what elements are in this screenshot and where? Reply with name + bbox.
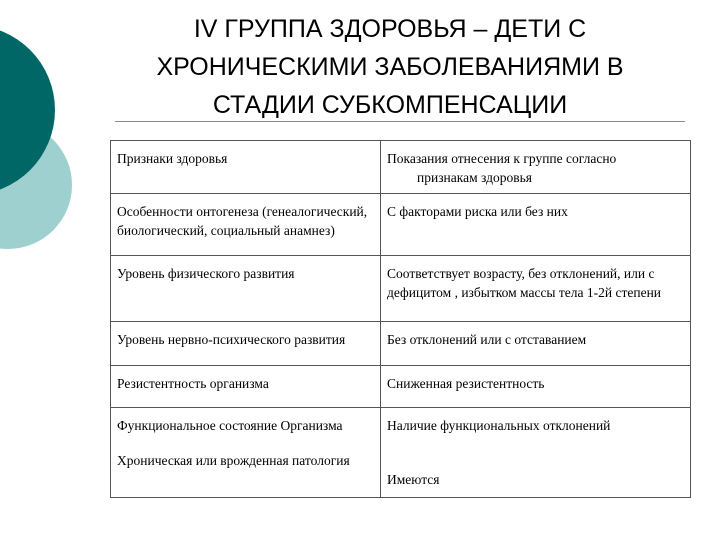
- title-line-3: СТАДИИ СУБКОМПЕНСАЦИИ: [212, 91, 568, 119]
- sign-cell: Особенности онтогенеза (генеалогический, биологический, социальный анамнез): [111, 194, 381, 256]
- sign-cell: Уровень нервно-психического развития: [111, 322, 381, 366]
- sign-cell-combined: [111, 408, 381, 498]
- health-criteria-table: [110, 140, 691, 498]
- value-cell: Соответствует возрасту, без отклонений, или с дефицитом , избытком массы тела 1-2й степени: [381, 256, 691, 322]
- title-divider: [115, 121, 685, 122]
- table-row: [111, 408, 691, 498]
- value-cell: Сниженная резистентность: [381, 366, 691, 408]
- table-row: [111, 194, 691, 256]
- value-cell: С факторами риска или без них: [381, 194, 691, 256]
- header-indications-line-1: Показания отнесения к группе согласно: [387, 151, 617, 166]
- header-indications-line-2: признакам здоровья: [417, 170, 532, 185]
- sign-functional-state: Функциональное состояние Организма: [117, 418, 343, 433]
- table-row: [111, 366, 691, 408]
- sign-cell: Уровень физического развития: [111, 256, 381, 322]
- table-row: [111, 256, 691, 322]
- header-cell-signs: Признаки здоровья: [111, 141, 381, 194]
- value-functional-state: Наличие функциональных отклонений: [387, 418, 611, 433]
- table-row: [111, 322, 691, 366]
- title-line-2: ХРОНИЧЕСКИМИ ЗАБОЛЕВАНИЯМИ В: [156, 53, 624, 81]
- value-chronic-pathology: Имеются: [387, 472, 440, 487]
- table-header-row: [111, 141, 691, 194]
- page-title: [90, 10, 690, 124]
- value-cell-combined: [381, 408, 691, 498]
- header-cell-indications: [381, 141, 691, 194]
- sign-chronic-pathology: Хроническая или врожденная патология: [117, 453, 350, 468]
- sign-cell: Резистентность организма: [111, 366, 381, 408]
- value-cell: Без отклонений или с отставанием: [381, 322, 691, 366]
- title-line-1: IV ГРУППА ЗДОРОВЬЯ – ДЕТИ С: [193, 15, 587, 43]
